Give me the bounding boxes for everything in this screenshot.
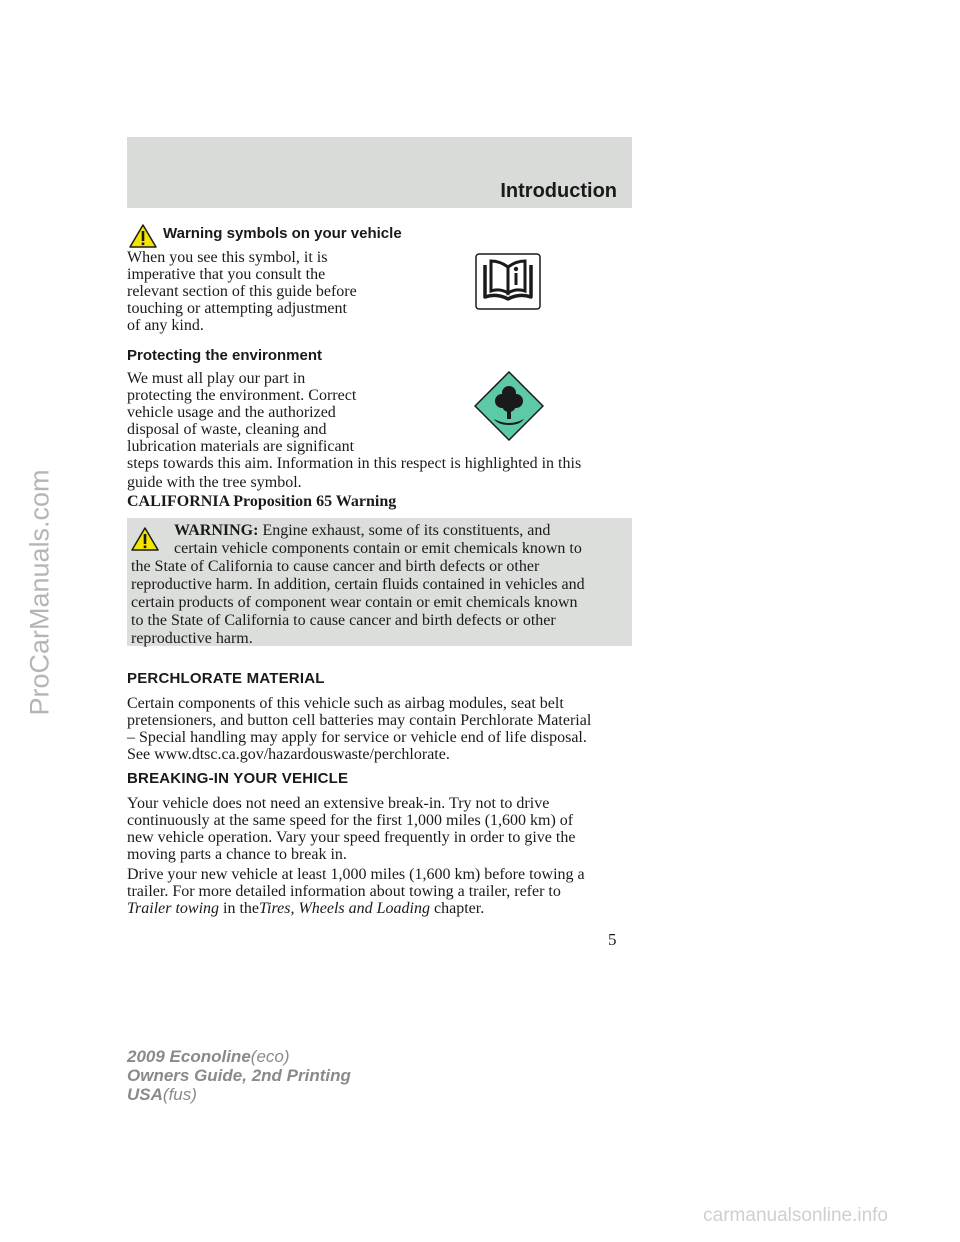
side-watermark: ProCarManuals.com: [24, 469, 55, 716]
breakin-heading: BREAKING-IN YOUR VEHICLE: [127, 770, 349, 787]
body-line: new vehicle operation. Vary your speed frequently in order to give the: [127, 829, 576, 846]
body-line: Certain components of this vehicle such as airbag modules, seat belt: [127, 695, 564, 712]
section-title: Introduction: [500, 180, 617, 202]
body-line: Drive your new vehicle at least 1,000 miles (1,600 km) before towing a: [127, 866, 585, 883]
owner-guide-book-icon: [475, 253, 541, 315]
warning-symbols-heading: Warning symbols on your vehicle: [163, 225, 402, 242]
tree-environment-icon: [474, 371, 544, 446]
warning-line: to the State of California to cause cancer and birth defects or other: [131, 612, 556, 629]
bottom-watermark: [0, 1205, 960, 1227]
breakin-para1: [127, 795, 575, 863]
body-line: disposal of waste, cleaning and: [127, 421, 327, 438]
footer-imprint: [127, 1047, 351, 1104]
warning-line: reproductive harm.: [131, 630, 253, 647]
ref-chapter-name: Tires, Wheels and Loading: [259, 900, 430, 917]
breakin-para2: [127, 866, 585, 917]
body-line: moving parts a chance to break in.: [127, 846, 347, 863]
body-line: We must all play our part in: [127, 370, 306, 387]
footer-market: USA: [127, 1085, 163, 1104]
body-line: trailer. For more detailed information about towing a trailer, refer to: [127, 883, 561, 900]
bottom-watermark-text: carmanualsonline.info: [703, 1205, 888, 1226]
body-line: protecting the environment. Correct: [127, 387, 357, 404]
body-line: When you see this symbol, it is: [127, 249, 328, 266]
prop65-first-line: [174, 522, 550, 539]
body-line: relevant section of this guide before: [127, 283, 357, 300]
warning-line: reproductive harm. In addition, certain fluids contained in vehicles and: [131, 576, 585, 593]
perchlorate-body: [127, 695, 591, 763]
footer-model: 2009 Econoline: [127, 1047, 251, 1066]
warning-symbols-body: [127, 249, 427, 334]
body-line: vehicle usage and the authorized: [127, 404, 336, 421]
warning-line: certain products of component wear contain or emit chemicals known: [131, 594, 578, 611]
body-line: imperative that you consult the: [127, 266, 326, 283]
body-line: of any kind.: [127, 317, 204, 334]
body-line: See www.dtsc.ca.gov/hazardouswaste/perchlorate.: [127, 746, 450, 763]
body-line: touching or attempting adjustment: [127, 300, 347, 317]
body-line: Your vehicle does not need an extensive break-in. Try not to drive: [127, 795, 550, 812]
warning-line: Engine exhaust, some of its constituents, and: [262, 522, 551, 539]
body-line: guide with the tree symbol.: [127, 474, 302, 491]
prop65-heading: CALIFORNIA Proposition 65 Warning: [127, 493, 397, 510]
ref-trailer-towing: Trailer towing: [127, 900, 220, 917]
footer-market-code: (fus): [162, 1085, 197, 1104]
warning-line: certain vehicle components contain or emit chemicals known to: [174, 540, 582, 557]
footer-line-2: Owners Guide, 2nd Printing: [127, 1066, 351, 1085]
page-number: 5: [608, 930, 617, 949]
footer-line-1: [127, 1047, 351, 1066]
body-line: steps towards this aim. Information in this respect is highlighted in this: [127, 455, 582, 472]
environment-body-narrow: [127, 370, 447, 455]
perchlorate-heading: PERCHLORATE MATERIAL: [127, 670, 325, 687]
body-line: pretensioners, and button cell batteries may contain Perchlorate Material: [127, 712, 592, 729]
ref-connector: in the: [223, 900, 260, 917]
footer-model-code: (eco): [250, 1047, 290, 1066]
footer-line-3: [127, 1085, 351, 1104]
warning-label: WARNING:: [174, 522, 259, 539]
environment-heading: Protecting the environment: [127, 347, 323, 364]
ref-end: chapter.: [434, 900, 485, 917]
warning-line: the State of California to cause cancer and birth defects or other: [131, 558, 540, 575]
body-line: lubrication materials are significant: [127, 438, 355, 455]
warning-triangle-icon: [131, 527, 159, 556]
body-line: continuously at the same speed for the first 1,000 miles (1,600 km) of: [127, 812, 574, 829]
body-line: – Special handling may apply for service or vehicle end of life disposal.: [127, 729, 587, 746]
body-line-refs: [127, 900, 585, 917]
